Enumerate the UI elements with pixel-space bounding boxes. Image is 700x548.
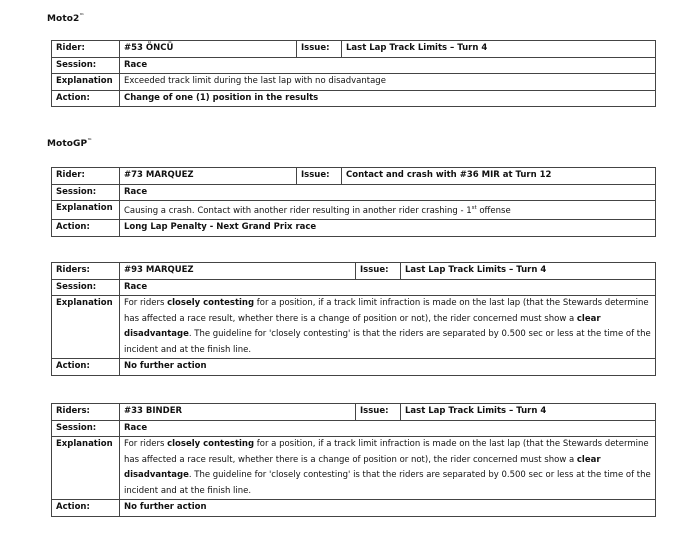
session-row <box>52 184 656 201</box>
action-row <box>52 90 656 107</box>
action-label: Action: <box>52 90 120 107</box>
session-label: Session: <box>52 420 120 437</box>
rider-label: Rider: <box>52 168 120 185</box>
session-label: Session: <box>52 57 120 74</box>
action-row <box>52 359 656 376</box>
explanation-label: Explanation <box>52 74 120 91</box>
incident-table-motogp-marquez-93 <box>51 262 656 376</box>
explanation-label: Explanation <box>52 201 120 220</box>
incident-table-motogp-binder-33 <box>51 403 656 517</box>
session-value: Race <box>120 184 656 201</box>
rider-label: Rider: <box>52 41 120 58</box>
issue-value: Last Lap Track Limits – Turn 4 <box>401 404 656 421</box>
action-row <box>52 500 656 517</box>
session-value: Race <box>120 57 656 74</box>
rider-value: #93 MARQUEZ <box>120 263 356 280</box>
incident-table-motogp-marquez-73 <box>51 167 656 237</box>
session-row <box>52 57 656 74</box>
action-label: Action: <box>52 359 120 376</box>
action-value: No further action <box>120 500 656 517</box>
issue-value: Last Lap Track Limits – Turn 4 <box>401 263 656 280</box>
incident-table-moto2-oncu <box>51 40 656 107</box>
issue-value: Last Lap Track Limits – Turn 4 <box>342 41 656 58</box>
explanation-row <box>52 296 656 359</box>
explanation-label: Explanation <box>52 437 120 500</box>
issue-label: Issue: <box>356 404 401 421</box>
session-label: Session: <box>52 279 120 296</box>
action-value: No further action <box>120 359 656 376</box>
explanation-value: Exceeded track limit during the last lap with no disadvantage <box>120 74 656 91</box>
action-label: Action: <box>52 500 120 517</box>
rider-row <box>52 168 656 185</box>
session-value: Race <box>120 420 656 437</box>
issue-label: Issue: <box>356 263 401 280</box>
explanation-value: For riders closely contesting for a position, if a track limit infraction is made on the last lap (that the Stewards determine has affected a race result, whether there is a change of position or not), the rider concerned must show a clear disadvantage. The guideline for 'closely contesting' is that the riders are separated by 0.500 sec or less at the time of the incident and at the finish line. <box>120 296 656 359</box>
session-row <box>52 420 656 437</box>
rider-value: #53 ÖNCÜ <box>120 41 297 58</box>
explanation-row <box>52 201 656 220</box>
rider-row <box>52 41 656 58</box>
section-title-moto2: Moto2™ <box>47 13 85 24</box>
issue-value: Contact and crash with #36 MIR at Turn 12 <box>342 168 656 185</box>
issue-label: Issue: <box>297 41 342 58</box>
explanation-label: Explanation <box>52 296 120 359</box>
rider-label: Riders: <box>52 404 120 421</box>
session-label: Session: <box>52 184 120 201</box>
explanation-value: For riders closely contesting for a position, if a track limit infraction is made on the last lap (that the Stewards determine has affected a race result, whether there is a change of position or not), the rider concerned must show a clear disadvantage. The guideline for 'closely contesting' is that the riders are separated by 0.500 sec or less at the time of the incident and at the finish line. <box>120 437 656 500</box>
rider-label: Riders: <box>52 263 120 280</box>
explanation-row <box>52 437 656 500</box>
action-value: Change of one (1) position in the results <box>120 90 656 107</box>
session-value: Race <box>120 279 656 296</box>
issue-label: Issue: <box>297 168 342 185</box>
action-value: Long Lap Penalty - Next Grand Prix race <box>120 220 656 237</box>
session-row <box>52 279 656 296</box>
explanation-row <box>52 74 656 91</box>
section-title-motogp: MotoGP™ <box>47 138 93 149</box>
rider-row <box>52 263 656 280</box>
action-label: Action: <box>52 220 120 237</box>
explanation-value: Causing a crash. Contact with another rider resulting in another rider crashing - 1st offense <box>120 201 656 220</box>
rider-row <box>52 404 656 421</box>
rider-value: #33 BINDER <box>120 404 356 421</box>
rider-value: #73 MARQUEZ <box>120 168 297 185</box>
action-row <box>52 220 656 237</box>
